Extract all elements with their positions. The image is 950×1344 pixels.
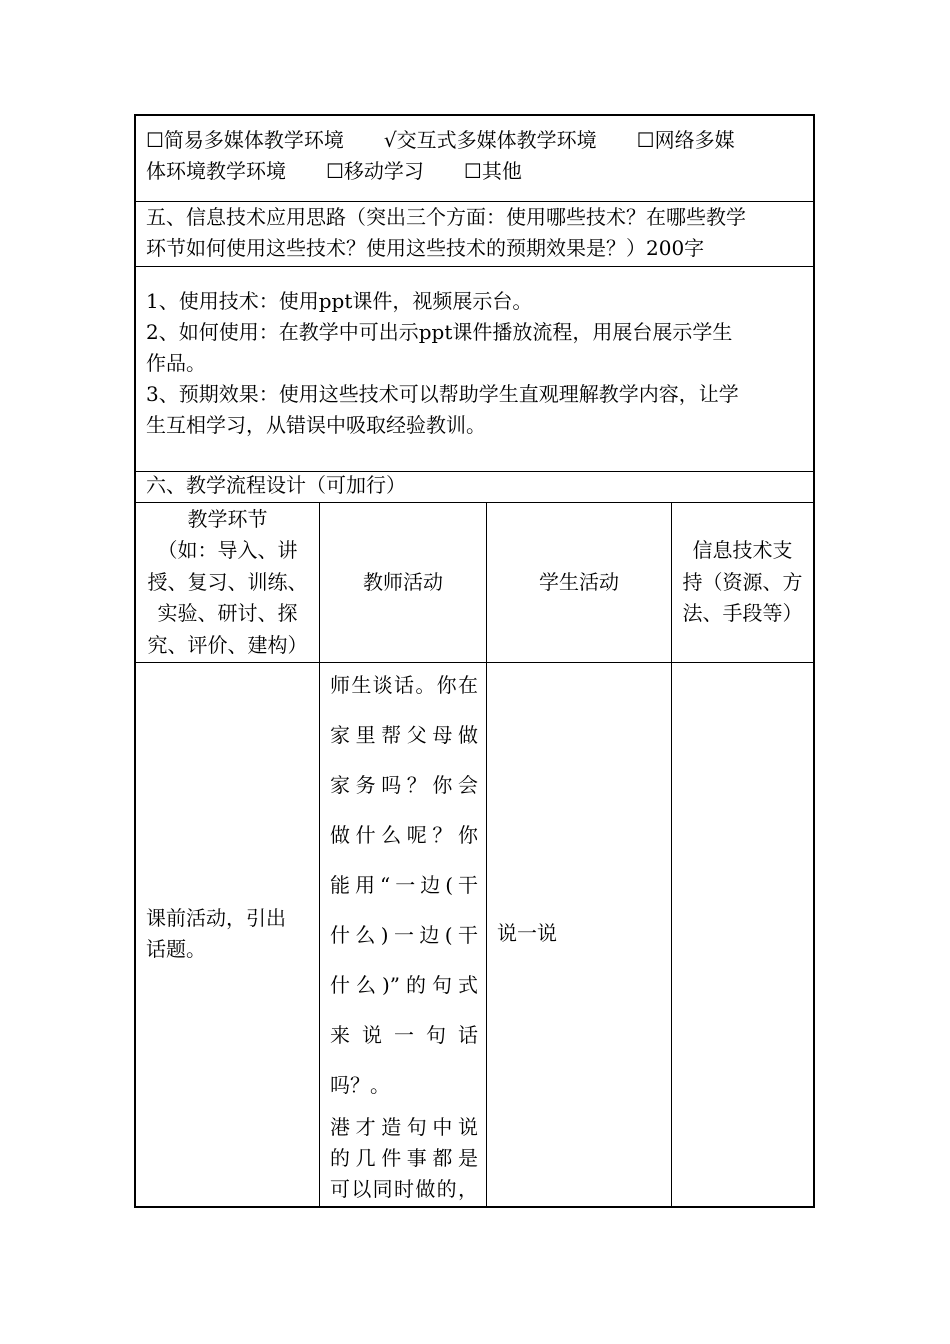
answer-line: 3、预期效果：使用这些技术可以帮助学生直观理解教学内容，让学: [146, 382, 739, 406]
section5-heading: 五、信息技术应用思路（突出三个方面：使用哪些技术？在哪些教学 环节如何使用这些技术？使用这些技术的预期效果是？）200字: [136, 202, 813, 267]
row1-teacher: 师生谈话。你在 家里帮父母做 家务吗？你会 做什么呢？你 能用“一边(干 什么)一边(干 什么)”的句式 来说一句话 吗？。 港才造句中说 的几件事都是 可以同时做的，: [320, 663, 487, 1208]
answer-line: 作品。: [146, 351, 206, 375]
answer-line: 2、如何使用：在教学中可出示ppt课件播放流程，用展台展示学生: [146, 320, 733, 344]
row1-stage: 课前活动，引出 话题。: [136, 663, 320, 1208]
env-row: [136, 116, 813, 202]
row1-student: 说一说: [487, 663, 672, 1208]
tech-answers: [136, 267, 813, 472]
section6-heading: 六、教学流程设计（可加行）: [136, 472, 813, 503]
answer-line: 1、使用技术：使用ppt课件，视频展示台。: [146, 289, 533, 313]
header-teacher: 教师活动: [320, 503, 487, 662]
table-row: [136, 663, 813, 1208]
header-tech: 信息技术支 持（资源、方 法、手段等）: [682, 538, 803, 626]
table-header-row: [136, 503, 813, 663]
document-table: [134, 114, 815, 1208]
answer-line: 生互相学习，从错误中吸取经验教训。: [146, 413, 486, 437]
env-options: ☐简易多媒体教学环境 √交互式多媒体教学环境 ☐网络多媒 体环境教学环境 ☐移动学习 ☐其他: [146, 128, 735, 183]
row1-tech: [672, 663, 813, 1208]
header-stage: 教学环节 （如：导入、讲 授、复习、训练、 实验、研讨、探 究、评价、建构）: [136, 503, 320, 662]
header-student: 学生活动: [487, 503, 672, 662]
